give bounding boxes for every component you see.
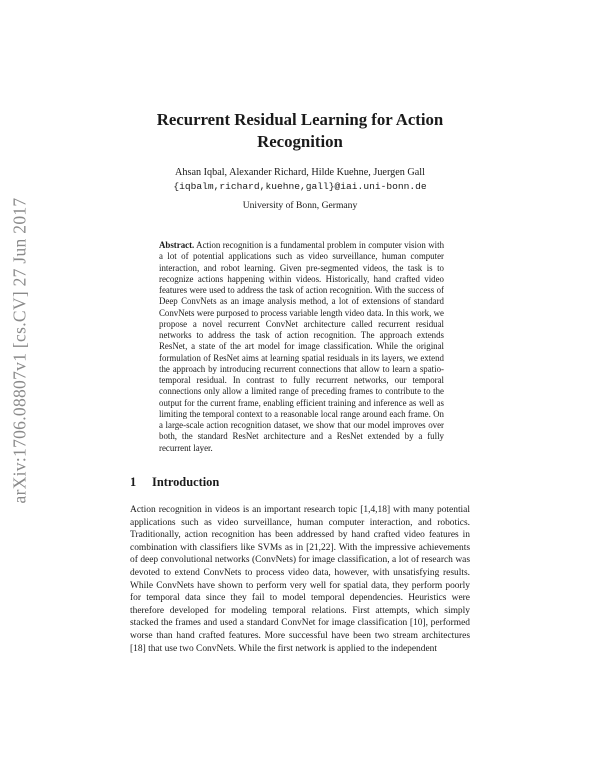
arxiv-identifier: arXiv:1706.08807v1 [cs.CV] 27 Jun 2017	[9, 197, 30, 503]
author-emails: {iqbalm,richard,kuehne,gall}@iai.uni-bonn.de	[173, 181, 427, 192]
section-title: Introduction	[152, 475, 220, 489]
author-affiliation: University of Bonn, Germany	[242, 200, 358, 211]
section-number: 1	[130, 475, 137, 489]
abstract-text: Action recognition is a fundamental problem in computer vision with a lot of potential applications such as video surveillance, human computer interaction, and robot learning. Given pre-segmented videos, the task is to recognize actions happening within videos. Historically, hand crafted video features were used to address the task of action recognition. With the success of Deep ConvNets as an image analysis method, a lot of extensions of standard ConvNets were purposed to process variable length video data. In this work, we propose a novel recurrent ConvNet architecture called recurrent residual networks to address the task of action recognition. The approach extends ResNet, a state of the art model for image classification. While the original formulation of ResNet aims at learning spatial residuals in its layers, we extend the approach by introducing recurrent connections that allow to learn a spatio-temporal residual. In contrast to fully recurrent networks, our temporal connections only allow a limited range of preceding frames to contribute to the output for the current frame, enabling efficient training and inference as well as limiting the temporal context to a reasonable local range around each frame. On a large-scale action recognition dataset, we show that our model improves over both, the standard ResNet architecture and a ResNet extended by a fully recurrent layer.	[159, 240, 445, 453]
section-heading-introduction	[130, 475, 219, 490]
paper-authors: Ahsan Iqbal, Alexander Richard, Hilde Kuehne, Juergen Gall	[175, 167, 425, 178]
introduction-paragraph: Action recognition in videos is an important research topic [1,4,18] with many potential applications such as video surveillance, human computer interaction, and robotics. Traditionally, action recognition has been addressed by hand crafted video features in combination with classifiers like SVMs as in [21,22]. With the impressive achievements of deep convolutional networks (ConvNets) for image classification, a lot of research was devoted to extend ConvNets to process video data, however, with unsatisfying results. While ConvNets have shown to perform very well for spatial data, they perform poorly for temporal data since they fail to model temporal dependencies. Heuristics were therefore developed for modeling temporal relations. First attempts, which simply stacked the frames and used a standard ConvNet for image classification [10], performed worse than hand crafted features. More successful have been two stream architectures [18] that use two ConvNets. While the first network is applied to the independent	[130, 505, 470, 654]
abstract	[159, 240, 444, 454]
abstract-label: Abstract.	[159, 240, 195, 250]
arxiv-identifier-stamp	[4, 175, 36, 525]
paper-title: Recurrent Residual Learning for Action Recognition	[156, 110, 444, 151]
